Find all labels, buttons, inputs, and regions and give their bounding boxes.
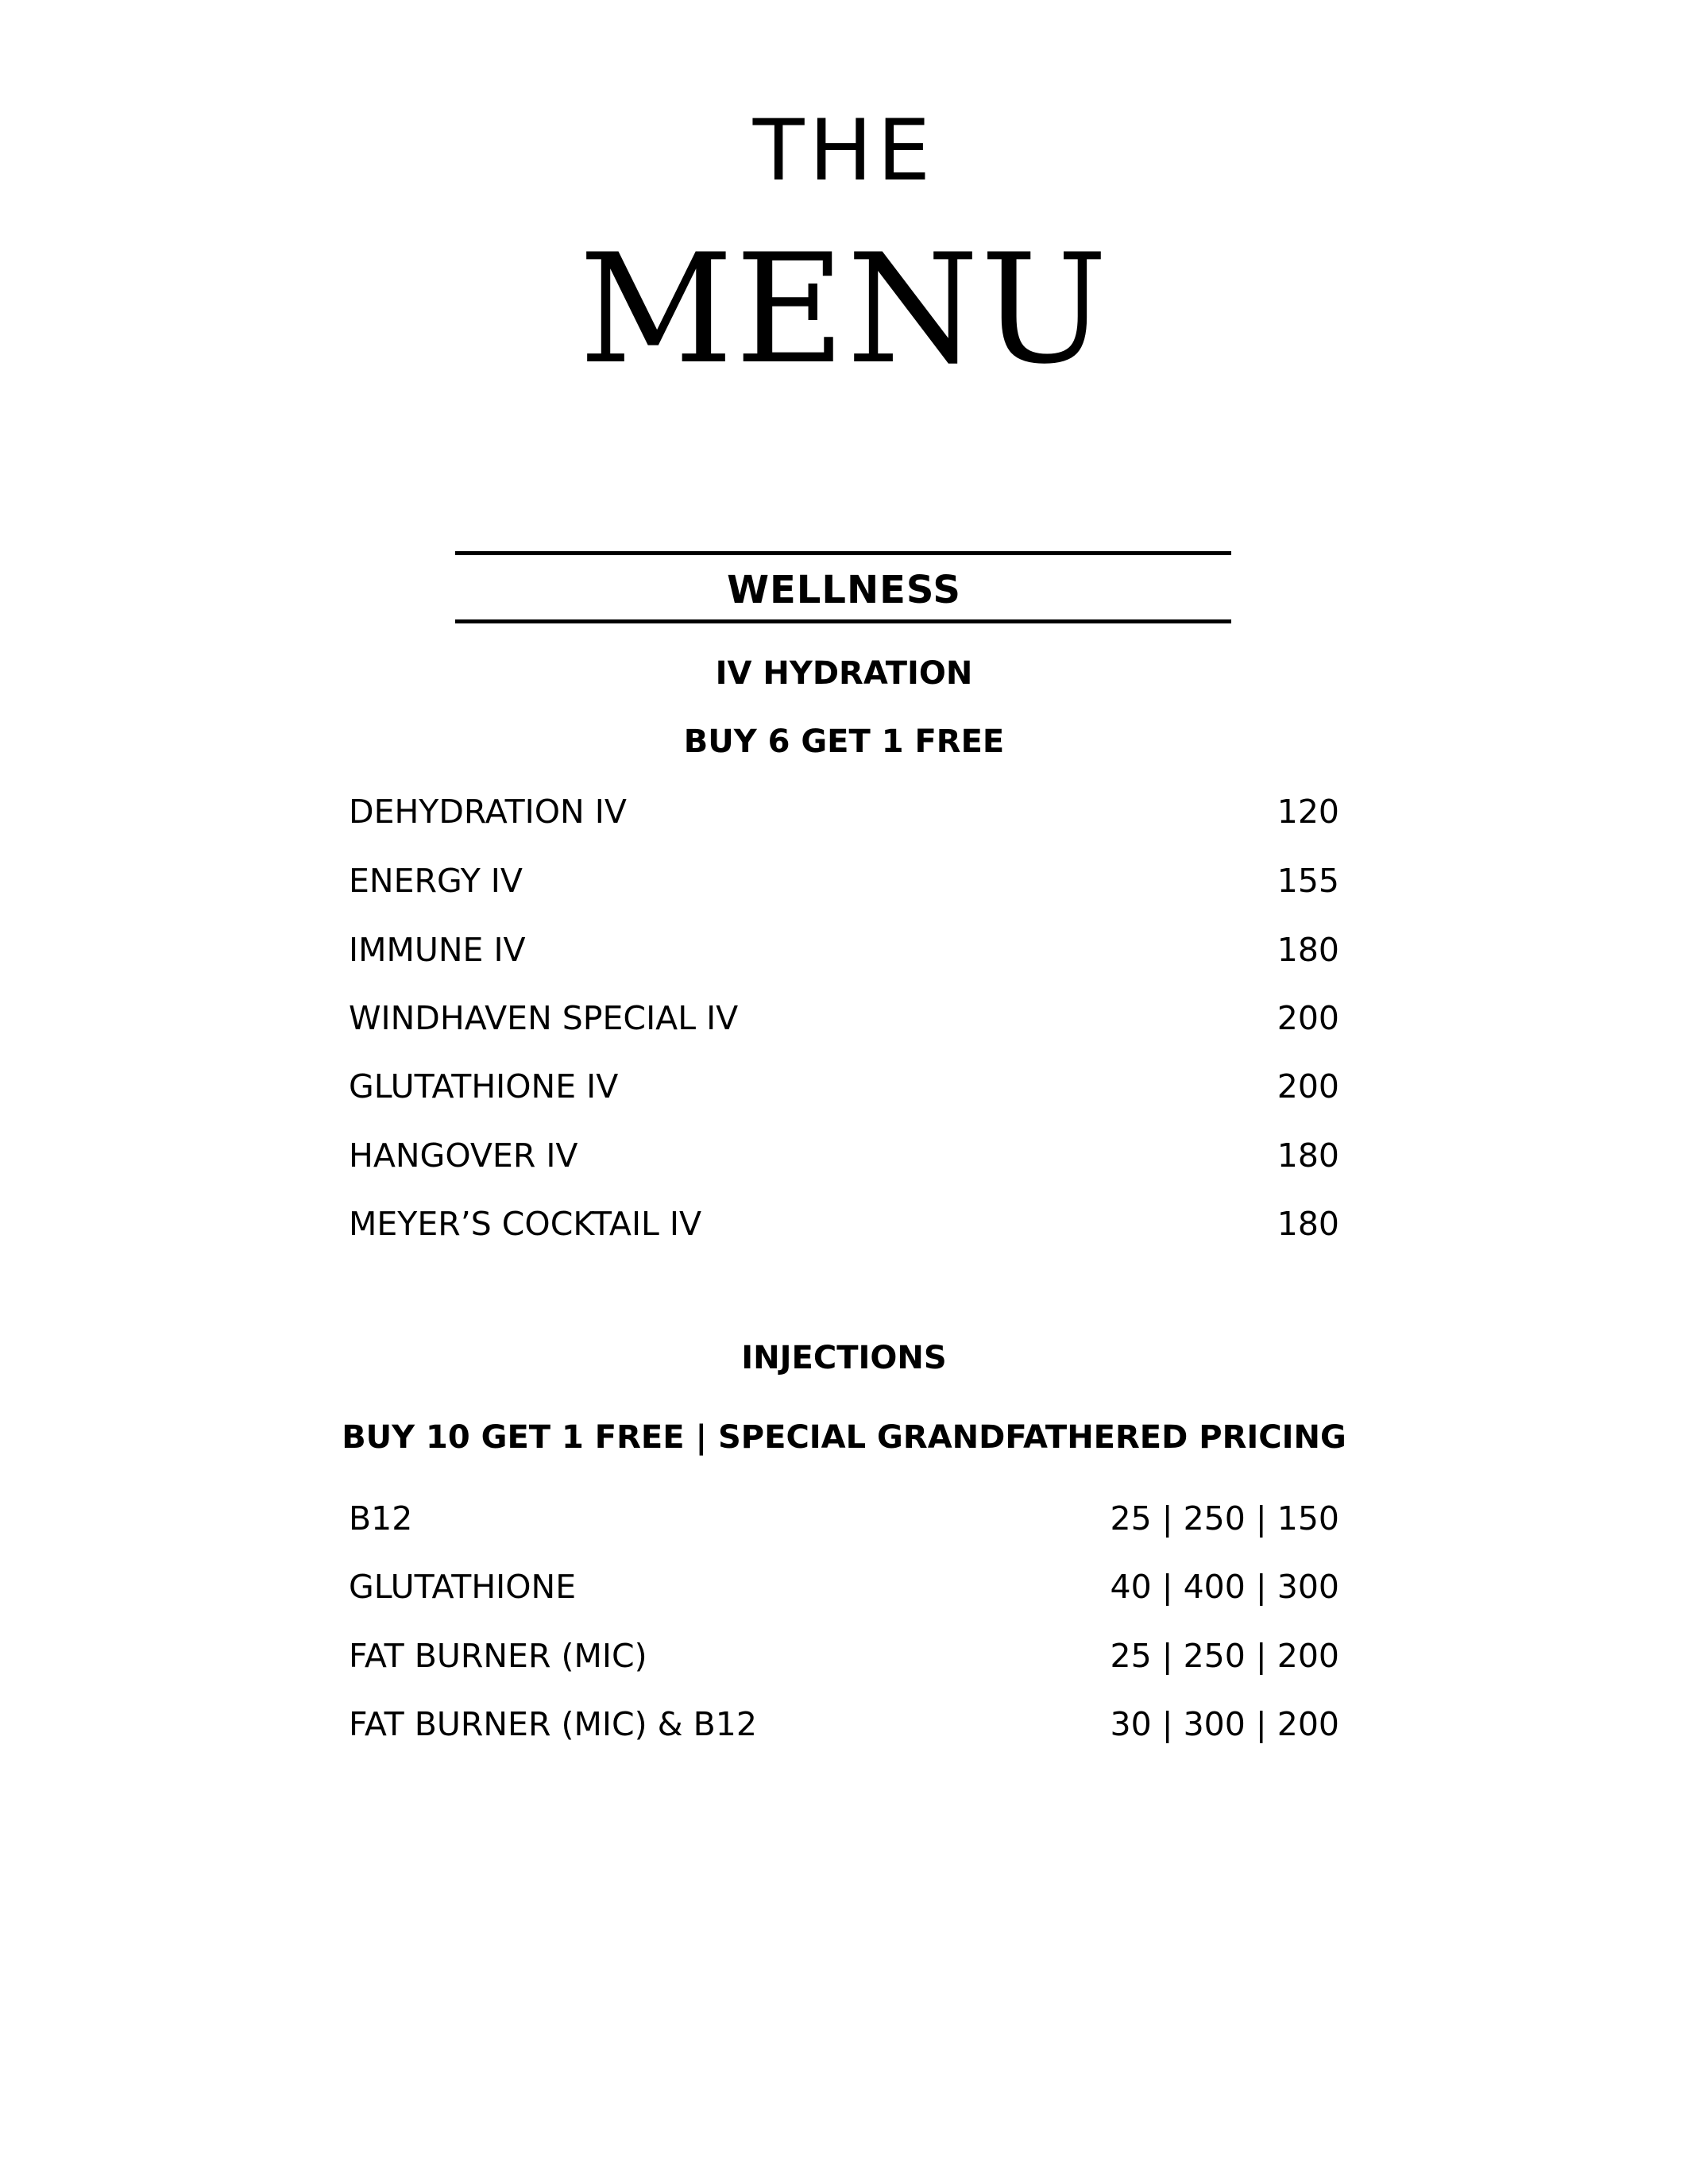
item-name: GLUTATHIONE [349, 1568, 577, 1606]
item-price: 155 [1277, 862, 1339, 900]
item-name: HANGOVER IV [349, 1136, 578, 1175]
menu-row [349, 1632, 1339, 1680]
section-divider-top [455, 551, 1231, 555]
item-name: IMMUNE IV [349, 931, 526, 969]
section-title-wellness: WELLNESS [727, 568, 961, 612]
item-price: 180 [1277, 1136, 1339, 1175]
menu-row [349, 1495, 1339, 1542]
menu-row [349, 1063, 1339, 1110]
item-name: ENERGY IV [349, 862, 523, 900]
title-the: THE [752, 102, 936, 199]
item-price: 200 [1277, 999, 1339, 1037]
item-name: DEHYDRATION IV [349, 793, 627, 831]
item-price: 180 [1277, 931, 1339, 969]
subsection-title-injections: INJECTIONS [741, 1340, 947, 1376]
promo-iv-hydration: BUY 6 GET 1 FREE [683, 723, 1005, 760]
item-price: 120 [1277, 793, 1339, 831]
promo-injections: BUY 10 GET 1 FREE | SPECIAL GRANDFATHERED PRICING [342, 1419, 1346, 1456]
item-name: B12 [349, 1499, 413, 1538]
item-price: 25 | 250 | 200 [1110, 1637, 1339, 1675]
menu-row [349, 788, 1339, 835]
menu-row [349, 1132, 1339, 1179]
menu-row [349, 1563, 1339, 1611]
item-price: 30 | 300 | 200 [1110, 1705, 1339, 1743]
item-name: WINDHAVEN SPECIAL IV [349, 999, 739, 1037]
item-price: 180 [1277, 1205, 1339, 1243]
menu-row [349, 857, 1339, 905]
menu-row [349, 994, 1339, 1042]
menu-row [349, 926, 1339, 974]
section-divider-bottom [455, 619, 1231, 623]
item-price: 200 [1277, 1067, 1339, 1106]
item-name: FAT BURNER (MIC) & B12 [349, 1705, 757, 1743]
item-name: FAT BURNER (MIC) [349, 1637, 647, 1675]
menu-row [349, 1200, 1339, 1248]
subsection-title-iv-hydration: IV HYDRATION [715, 655, 973, 692]
item-price: 40 | 400 | 300 [1110, 1568, 1339, 1606]
item-price: 25 | 250 | 150 [1110, 1499, 1339, 1538]
menu-row [349, 1700, 1339, 1748]
item-name: MEYER’S COCKTAIL IV [349, 1205, 702, 1243]
title-menu: MENU [578, 222, 1110, 397]
item-name: GLUTATHIONE IV [349, 1067, 619, 1106]
